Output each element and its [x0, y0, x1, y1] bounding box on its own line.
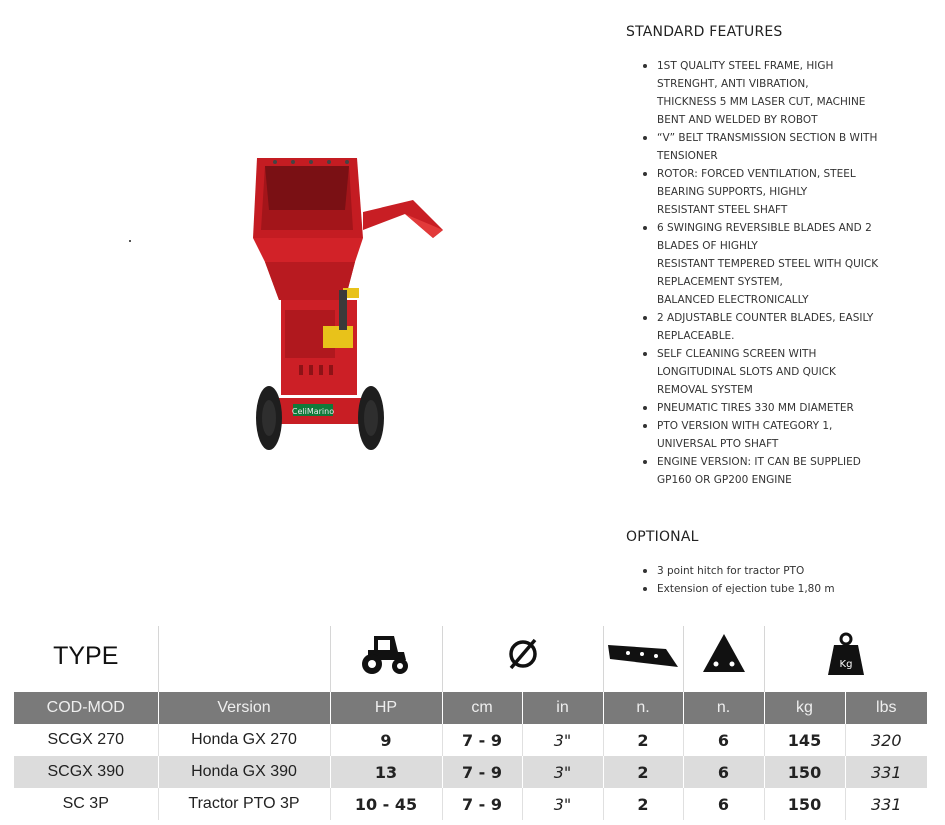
cell-cod-mod: SCGX 270	[14, 724, 158, 756]
diameter-icon	[442, 626, 603, 686]
col-blades-n: n.	[603, 692, 683, 724]
cell-version: Honda GX 390	[158, 756, 330, 788]
col-cod-mod: COD-MOD	[14, 692, 158, 724]
cell-blades: 2	[603, 756, 683, 788]
col-cm: cm	[442, 692, 522, 724]
cell-blades: 2	[603, 724, 683, 756]
cell-cod-mod: SC 3P	[14, 788, 158, 820]
cell-version: Tractor PTO 3P	[158, 788, 330, 820]
cell-cm: 7 - 9	[442, 724, 522, 756]
type-label: TYPE	[14, 626, 158, 686]
counter-blade-icon	[683, 626, 764, 686]
cell-in: 3"	[522, 724, 603, 756]
cell-version: Honda GX 270	[158, 724, 330, 756]
cell-hp: 10 - 45	[330, 788, 442, 820]
cell-lbs: 320	[870, 730, 902, 750]
cell-kg: 150	[764, 788, 845, 820]
col-lbs: lbs	[845, 692, 927, 724]
optional-item: Extension of ejection tube 1,80 m	[626, 580, 917, 598]
cell-blades: 2	[603, 788, 683, 820]
cell-cm: 7 - 9	[442, 788, 522, 820]
feature-item: ROTOR: FORCED VENTILATION, STEEL BEARING SUPPORTS, HIGHLY RESISTANT STEEL SHAFT	[626, 165, 917, 219]
feature-item: 2 ADJUSTABLE COUNTER BLADES, EASILY REPLACEABLE.	[626, 309, 917, 345]
standard-features-title: STANDARD FEATURES	[626, 24, 783, 40]
col-kg: kg	[764, 692, 845, 724]
wood-chipper-image	[235, 150, 450, 455]
cell-kg: 145	[764, 724, 845, 756]
cell-lbs: 331	[845, 756, 927, 788]
tractor-icon	[330, 626, 442, 686]
cell-counter-blades: 6	[683, 788, 764, 820]
col-hp: HP	[330, 692, 442, 724]
blade-icon	[603, 626, 683, 686]
cell-lbs: 331	[870, 794, 902, 814]
stray-dot	[129, 240, 131, 242]
cell-cm: 7 - 9	[442, 756, 522, 788]
spec-header-row	[14, 692, 927, 724]
feature-item: 1ST QUALITY STEEL FRAME, HIGH STRENGHT, ANTI VIBRATION, THICKNESS 5 MM LASER CUT, MACHINE BENT AND WELDED BY ROBOT	[626, 57, 917, 129]
brand-label: CeliMarino	[291, 407, 335, 416]
feature-item: “V” BELT TRANSMISSION SECTION B WITH TENSIONER	[626, 129, 917, 165]
feature-item: PTO VERSION WITH CATEGORY 1, UNIVERSAL PTO SHAFT	[626, 417, 917, 453]
cell-in: 3"	[522, 788, 603, 820]
cell-kg: 150	[764, 756, 845, 788]
optional-list	[626, 562, 917, 598]
col-version: Version	[158, 692, 330, 724]
table-row	[14, 756, 927, 788]
cell-counter-blades: 6	[683, 724, 764, 756]
cell-hp: 9	[330, 724, 442, 756]
optional-title: OPTIONAL	[626, 529, 699, 545]
spec-table-wrapper	[14, 626, 927, 817]
cell-hp: 13	[330, 756, 442, 788]
table-row	[14, 724, 927, 756]
feature-item: 6 SWINGING REVERSIBLE BLADES AND 2 BLADES OF HIGHLY RESISTANT TEMPERED STEEL WITH QUICK REPLACEMENT SYSTEM, BALANCED ELECTRONICALLY	[626, 219, 917, 309]
optional-item: 3 point hitch for tractor PTO	[626, 562, 917, 580]
col-counter-blades-n: n.	[683, 692, 764, 724]
standard-features-list	[626, 57, 917, 489]
weight-icon	[764, 626, 927, 686]
table-row	[14, 788, 927, 820]
col-in: in	[522, 692, 603, 724]
cell-in: 3"	[522, 756, 603, 788]
spec-table	[14, 626, 927, 820]
feature-item: ENGINE VERSION: IT CAN BE SUPPLIED GP160 OR GP200 ENGINE	[626, 453, 917, 489]
weight-icon-label: Kg	[839, 658, 853, 670]
cell-cod-mod: SCGX 390	[14, 756, 158, 788]
cell-counter-blades: 6	[683, 756, 764, 788]
feature-item: PNEUMATIC TIRES 330 MM DIAMETER	[626, 399, 917, 417]
feature-item: SELF CLEANING SCREEN WITH LONGITUDINAL SLOTS AND QUICK REMOVAL SYSTEM	[626, 345, 917, 399]
